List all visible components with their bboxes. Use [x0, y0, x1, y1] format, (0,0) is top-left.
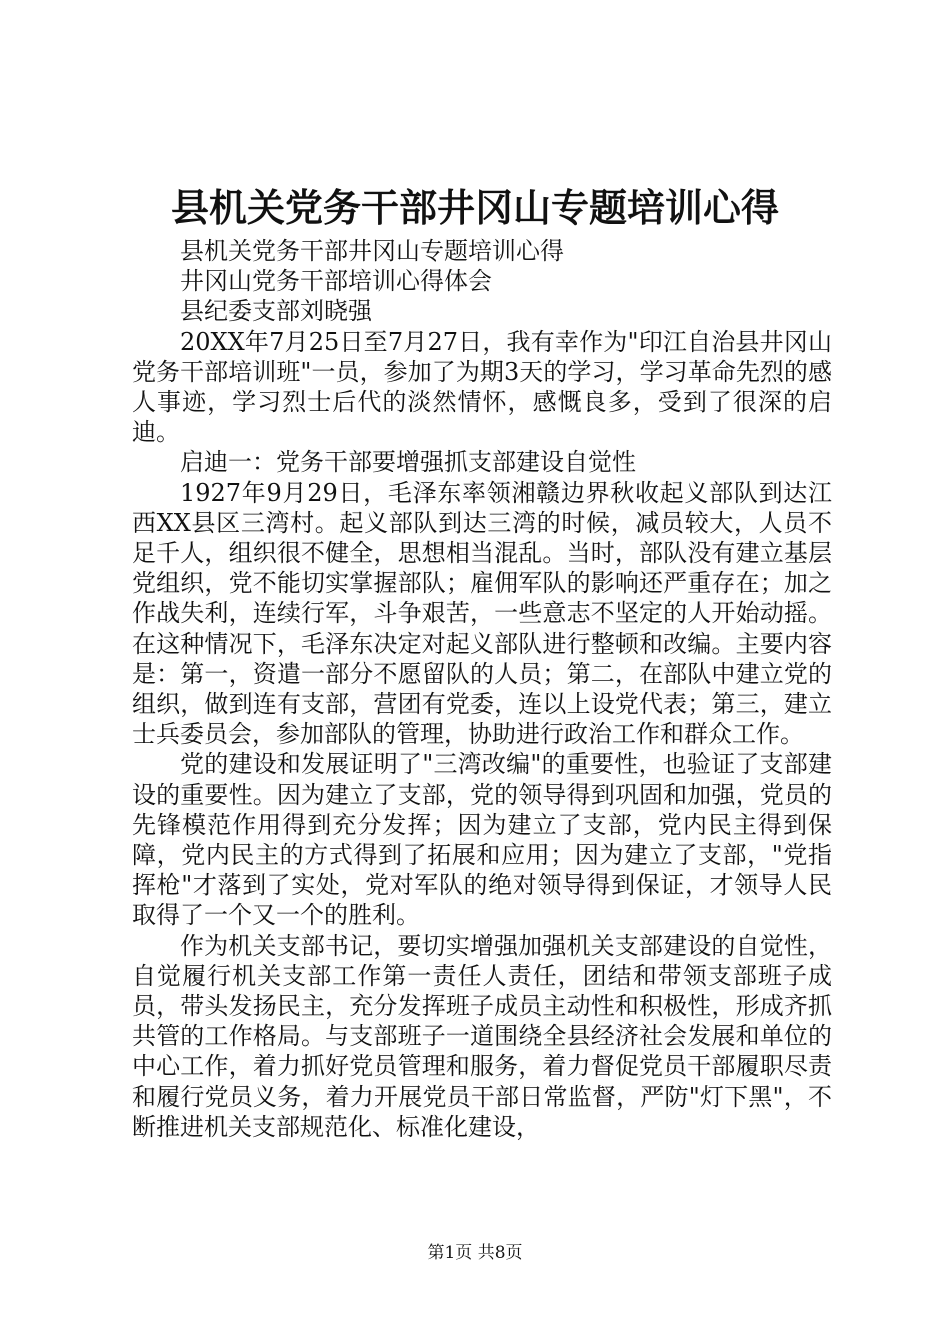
- paragraph: 县纪委支部刘晓强: [180, 297, 372, 326]
- paragraph: 1927年9月29日，毛泽东率领湘赣边界秋收起义部队到达江西XX县区三湾村。起义部队到达三湾的时候，减员较大，人员不足千人，组织很不健全，思想相当混乱。当时，部队没有建立基层党组织，党不能切实掌握部队；雇佣军队的影响还严重存在；加之作战失利，连续行军，斗争艰苦，一些意志不坚定的人开始动摇。在这种情况下，毛泽东决定对起义部队进行整顿和改编。主要内容是：第一，资遣一部分不愿留队的人员；第二，在部队中建立党的组织，做到连有支部，营团有党委，连以上设党代表；第三，建立士兵委员会，参加部队的管理，协助进行政治工作和群众工作。: [132, 478, 832, 749]
- paragraph: 井冈山党务干部培训心得体会: [180, 267, 492, 296]
- document-title: 县机关党务干部井冈山专题培训心得: [170, 185, 779, 230]
- paragraph: 县机关党务干部井冈山专题培训心得: [180, 237, 564, 265]
- page-number-footer: 第1页 共8页: [427, 1243, 523, 1263]
- document-body: [132, 236, 832, 1142]
- paragraph: 作为机关支部书记，要切实增强加强机关支部建设的自觉性，自觉履行机关支部工作第一责任人责任，团结和带领支部班子成员，带头发扬民主，充分发挥班子成员主动性和积极性，形成齐抓共管的工作格局。与支部班子一道围绕全县经济社会发展和单位的中心工作，着力抓好党员管理和服务，着力督促党员干部履职尽责和履行党员义务，着力开展党员干部日常监督，严防"灯下黑"，不断推进机关支部规范化、标准化建设，: [132, 931, 832, 1141]
- paragraph: 党的建设和发展证明了"三湾改编"的重要性，也验证了支部建设的重要性。因为建立了支部，党的领导得到巩固和加强，党员的先锋模范作用得到充分发挥；因为建立了支部，党内民主得到保障，党内民主的方式得到了拓展和应用；因为建立了支部，"党指挥枪"才落到了实处，党对军队的绝对领导得到保证，才领导人民取得了一个又一个的胜利。: [132, 750, 832, 930]
- section-heading: 启迪一：党务干部要增强抓支部建设自觉性: [180, 448, 636, 477]
- paragraph: 20XX年7月25日至7月27日，我有幸作为"印江自治县井冈山党务干部培训班"一员，参加了为期3天的学习，学习革命先烈的感人事迹，学习烈士后代的淡然情怀，感慨良多，受到了很深的启迪。: [132, 327, 832, 447]
